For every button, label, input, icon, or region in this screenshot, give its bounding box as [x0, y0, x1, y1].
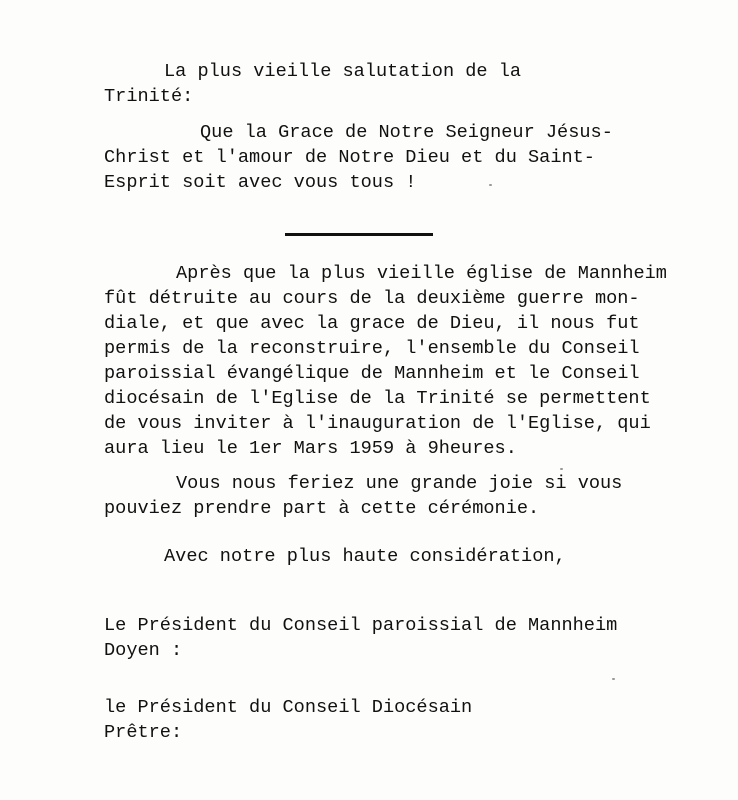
body-p1-line-2: fût détruite au cours de la deuxième guerre mon-	[104, 288, 640, 309]
president-line-1: Le Président du Conseil paroissial de Mannheim	[104, 615, 618, 636]
body-p1-line-7: de vous inviter à l'inauguration de l'Eglise, qui	[104, 413, 651, 434]
body-p1-line-1: Après que la plus vieille église de Mannheim	[176, 263, 667, 284]
diocesan-line-2: Prêtre:	[104, 722, 183, 743]
body-p1-line-6: diocésain de l'Eglise de la Trinité se permettent	[104, 388, 651, 409]
body-p1-line-4: permis de la reconstruire, l'ensemble du Conseil	[104, 338, 640, 359]
body-p2-line-2: pouviez prendre part à cette cérémonie.	[104, 498, 540, 519]
blessing-line-1: Que la Grace de Notre Seigneur Jésus-	[200, 122, 613, 143]
paper-speck	[560, 468, 563, 470]
section-divider	[285, 233, 433, 236]
salutation-line-2: Trinité:	[104, 86, 194, 107]
paper-speck	[612, 678, 615, 680]
president-line-2: Doyen :	[104, 640, 183, 661]
paper-speck	[489, 184, 492, 186]
blessing-line-3: Esprit soit avec vous tous !	[104, 172, 417, 193]
body-p2-line-1: Vous nous feriez une grande joie si vous	[176, 473, 623, 494]
body-p1-line-3: diale, et que avec la grace de Dieu, il nous fut	[104, 313, 640, 334]
body-p1-line-8: aura lieu le 1er Mars 1959 à 9heures.	[104, 438, 517, 459]
diocesan-line-1: le Président du Conseil Diocésain	[104, 697, 473, 718]
closing-line: Avec notre plus haute considération,	[164, 546, 566, 567]
blessing-line-2: Christ et l'amour de Notre Dieu et du Saint-	[104, 147, 595, 168]
body-p1-line-5: paroissial évangélique de Mannheim et le Conseil	[104, 363, 640, 384]
salutation-line-1: La plus vieille salutation de la	[164, 61, 522, 82]
